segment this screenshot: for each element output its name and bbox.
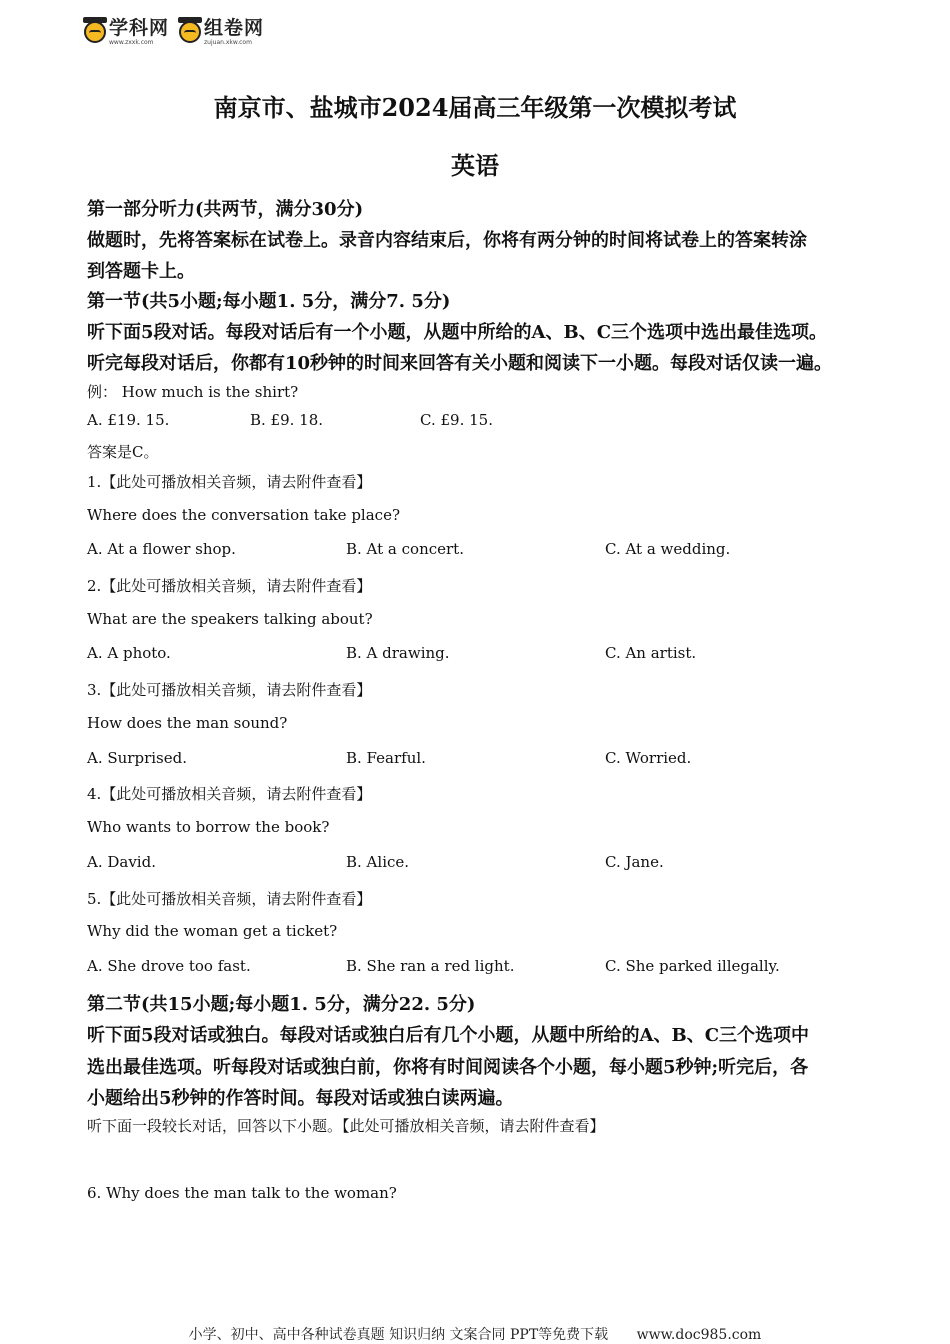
option-a: A. A photo.	[87, 644, 171, 662]
question-text: What are the speakers talking about?	[87, 610, 373, 628]
option-c: C. She parked illegally.	[605, 957, 780, 975]
section1-heading: 第一节(共5小题;每小题1. 5分，满分7. 5分)	[87, 291, 451, 312]
option-c: C. Worried.	[605, 749, 692, 767]
question-text: How does the man sound?	[87, 714, 288, 732]
example-option-b: B. £9. 18.	[250, 411, 324, 429]
owl-mascot-icon	[84, 21, 106, 43]
question-audio-prompt[interactable]: 3.【此处可播放相关音频，请去附件查看】	[87, 681, 372, 699]
logo-zujuanwang[interactable]	[179, 16, 265, 46]
section2-instructions: 听下面5段对话或独白。每段对话或独白后有几个小题，从题中所给的A、B、C三个选项中	[87, 1025, 810, 1046]
option-a: A. She drove too fast.	[87, 957, 251, 975]
section2-instructions: 小题给出5秒钟的作答时间。每段对话或独白读两遍。	[87, 1088, 514, 1109]
option-b: B. She ran a red light.	[346, 957, 515, 975]
option-b: B. Alice.	[346, 853, 410, 871]
page-footer	[0, 1324, 950, 1344]
exam-title: 南京市、盐城市2024届高三年级第一次模拟考试	[213, 93, 737, 122]
part1-instructions: 到答题卡上。	[87, 261, 195, 282]
part1-heading: 第一部分听力(共两节，满分30分)	[87, 199, 364, 220]
question-audio-prompt[interactable]: 1.【此处可播放相关音频，请去附件查看】	[87, 473, 372, 491]
question-audio-prompt[interactable]: 2.【此处可播放相关音频，请去附件查看】	[87, 577, 372, 595]
question-audio-prompt[interactable]: 5.【此处可播放相关音频，请去附件查看】	[87, 890, 372, 908]
section2-instructions: 选出最佳选项。听每段对话或独白前，你将有时间阅读各个小题，每小题5秒钟;听完后，各	[87, 1057, 809, 1078]
listening-audio-prompt[interactable]: 听下面一段较长对话，回答以下小题。【此处可播放相关音频，请去附件查看】	[87, 1117, 605, 1135]
option-b: B. Fearful.	[346, 749, 426, 767]
section1-instructions: 听完每段对话后，你都有10秒钟的时间来回答有关小题和阅读下一小题。每段对话仅读一遍。	[87, 353, 833, 374]
question-audio-prompt[interactable]: 4.【此处可播放相关音频，请去附件查看】	[87, 785, 372, 803]
option-a: A. Surprised.	[87, 749, 187, 767]
logo-url: zujuan.xkw.com	[204, 38, 252, 46]
logo-url: www.zxxk.com	[109, 38, 154, 46]
logo-name: 组卷网	[204, 16, 265, 39]
section2-heading: 第二节(共15小题;每小题1. 5分，满分22. 5分)	[87, 994, 476, 1015]
example-option-a: A. £19. 15.	[87, 411, 170, 429]
option-c: C. An artist.	[605, 644, 697, 662]
option-a: A. At a flower shop.	[87, 540, 236, 558]
footer-url[interactable]: www.doc985.com	[636, 1327, 762, 1343]
example-answer: 答案是C。	[87, 443, 159, 461]
question-text: Why did the woman get a ticket?	[87, 922, 338, 940]
option-b: B. A drawing.	[346, 644, 450, 662]
owl-mascot-icon	[179, 21, 201, 43]
option-c: C. At a wedding.	[605, 540, 731, 558]
footer-text: 小学、初中、高中各种试卷真题 知识归纳 文案合同 PPT等免费下载	[188, 1327, 609, 1343]
logo-xuekewang[interactable]	[84, 16, 170, 46]
question-text: Where does the conversation take place?	[87, 506, 400, 524]
section1-instructions: 听下面5段对话。每段对话后有一个小题，从题中所给的A、B、C三个选项中选出最佳选项。	[87, 322, 828, 343]
logo-name: 学科网	[109, 16, 170, 39]
question-text: 6. Why does the man talk to the woman?	[87, 1184, 397, 1202]
subject-title: 英语	[451, 151, 499, 180]
example-option-c: C. £9. 15.	[420, 411, 493, 429]
option-c: C. Jane.	[605, 853, 664, 871]
header-logos	[84, 14, 264, 50]
option-a: A. David.	[87, 853, 156, 871]
option-b: B. At a concert.	[346, 540, 464, 558]
question-text: Who wants to borrow the book?	[87, 818, 330, 836]
part1-instructions: 做题时，先将答案标在试卷上。录音内容结束后，你将有两分钟的时间将试卷上的答案转涂	[87, 230, 807, 251]
example-question: 例： How much is the shirt?	[87, 383, 299, 401]
